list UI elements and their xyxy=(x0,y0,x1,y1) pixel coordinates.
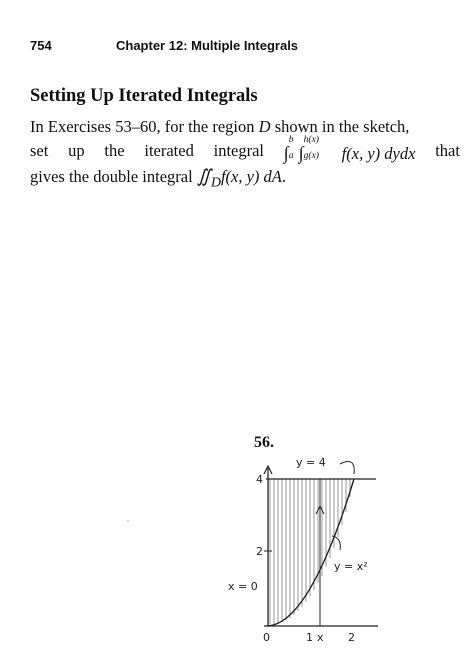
integral-sign: ∫ xyxy=(283,143,289,163)
word: up xyxy=(68,141,85,160)
outer-limits xyxy=(288,135,299,163)
section-title: Setting Up Iterated Integrals xyxy=(30,86,258,106)
label-x-equals-0: x = 0 xyxy=(228,580,258,593)
tick-label-x0: 0 xyxy=(263,631,270,644)
word: the xyxy=(104,141,125,160)
paragraph-line-3 xyxy=(30,166,460,190)
region-symbol: D xyxy=(258,117,271,136)
integral-sign: ∫ xyxy=(298,143,304,163)
period: . xyxy=(281,167,286,186)
page-number: 754 xyxy=(30,38,52,53)
region-hatching xyxy=(270,479,350,624)
word: iterated xyxy=(144,141,194,160)
region-sketch xyxy=(228,448,388,648)
upper-limit: h(x) xyxy=(303,135,319,145)
tick-label-x: x xyxy=(317,631,324,644)
label-y-equals-4: y = 4 xyxy=(296,456,326,469)
word: integral xyxy=(213,141,265,160)
parabola-curve xyxy=(268,479,354,626)
region-symbol: D xyxy=(211,174,221,190)
tick-label-y2: 2 xyxy=(256,545,263,558)
integrand: f(x, y) dydx xyxy=(341,144,416,163)
paragraph-line-2 xyxy=(30,135,460,164)
word: that xyxy=(435,141,460,160)
text: shown in the sketch, xyxy=(270,117,410,136)
double-integral-sign: ∬ xyxy=(196,166,211,186)
paragraph-line-1 xyxy=(30,117,460,137)
label-arrow-top xyxy=(340,462,354,474)
lower-limit: g(x) xyxy=(303,151,319,161)
page-header xyxy=(30,38,444,56)
word: set xyxy=(30,141,49,160)
inner-limits xyxy=(303,135,342,163)
upper-limit: b xyxy=(288,135,294,145)
chapter-title: Chapter 12: Multiple Integrals xyxy=(116,38,299,53)
tick-label-x1: 1 xyxy=(306,631,313,644)
tick-label-x2: 2 xyxy=(348,631,355,644)
speck xyxy=(127,520,129,522)
iterated-integral-formula xyxy=(283,135,416,164)
label-y-equals-x-squared: y = x² xyxy=(334,560,368,573)
text: In Exercises 53–60, for the region xyxy=(30,117,259,136)
text: gives the double integral xyxy=(30,167,197,186)
integrand: f(x, y) dA xyxy=(220,167,282,186)
exercise-number: 56. xyxy=(254,434,274,451)
tick-label-y4: 4 xyxy=(256,473,263,486)
lower-limit: a xyxy=(288,151,294,161)
